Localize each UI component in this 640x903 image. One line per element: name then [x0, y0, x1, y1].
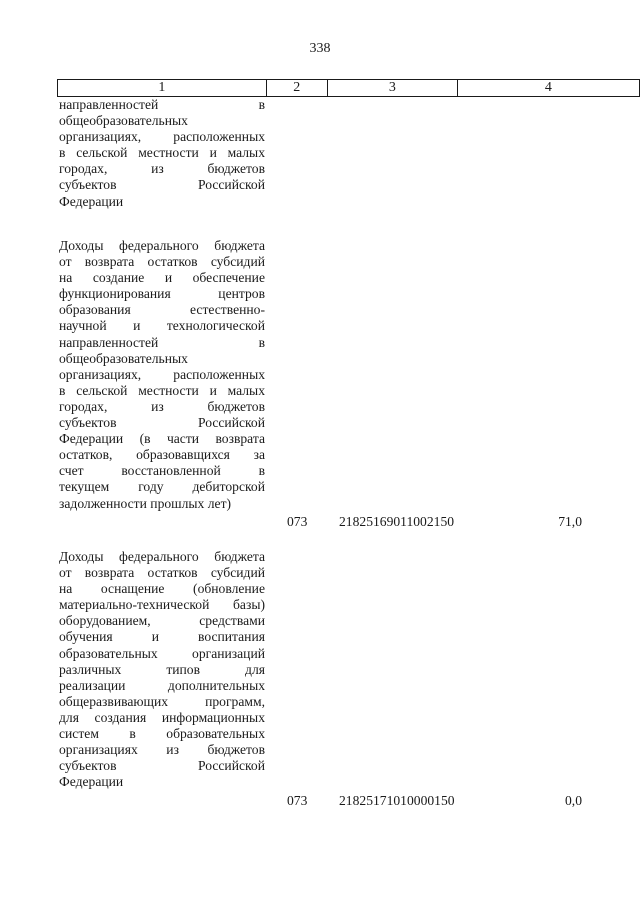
- description-line: для создания информационных: [59, 709, 265, 725]
- row-code: 073: [287, 514, 308, 529]
- description-line: Федерации: [59, 193, 124, 209]
- description-line: Доходы федерального бюджета: [59, 238, 265, 253]
- description-line: городах, из бюджетов: [59, 398, 265, 414]
- description-line: субъектов Российской: [59, 415, 265, 431]
- description-line: Федерации (в части возврата: [59, 431, 265, 447]
- description-line: от возврата остатков субсидий: [59, 254, 265, 270]
- description-line: субъектов Российской: [59, 758, 265, 774]
- description-line: от возврата остатков субсидий: [59, 565, 265, 581]
- description-line: текущем году дебиторской: [59, 479, 265, 495]
- row-description: [59, 549, 265, 790]
- column-header-table: [57, 79, 640, 97]
- description-line: реализации дополнительных: [59, 677, 265, 693]
- description-line: общеразвивающих программ,: [59, 693, 265, 709]
- description-line: функционирования центров: [59, 286, 265, 302]
- column-header-1: 1: [58, 80, 267, 97]
- description-line: направленностей в: [59, 97, 265, 112]
- row-code: 073: [287, 793, 308, 808]
- description-line: остатков, образовавщихся за: [59, 447, 265, 463]
- description-line: в сельской местности и малых: [59, 145, 265, 161]
- row-kbk: 21825169011002150: [339, 514, 455, 529]
- description-line: городах, из бюджетов: [59, 161, 265, 177]
- row-amount: 71,0: [558, 514, 582, 529]
- column-header-3: 3: [327, 80, 457, 97]
- row-kbk: 21825171010000150: [339, 793, 455, 808]
- description-line: на создание и обеспечение: [59, 270, 265, 286]
- description-line: систем в образовательных: [59, 726, 265, 742]
- description-line: организациях, расположенных: [59, 366, 265, 382]
- description-line: организациях, расположенных: [59, 129, 265, 145]
- description-line: субъектов Российской: [59, 177, 265, 193]
- description-line: направленностей в: [59, 334, 265, 350]
- description-line: общеобразовательных: [59, 350, 188, 366]
- description-line: научной и технологической: [59, 318, 265, 334]
- description-line: Доходы федерального бюджета: [59, 549, 265, 564]
- description-line: общеобразовательных: [59, 113, 188, 129]
- column-header-row: [58, 80, 640, 97]
- description-line: организациях из бюджетов: [59, 742, 265, 758]
- description-line: Федерации: [59, 774, 124, 790]
- description-line: материально-технической базы): [59, 597, 265, 613]
- description-line: оборудованием, средствами: [59, 613, 265, 629]
- column-header-4: 4: [457, 80, 639, 97]
- row-description: [59, 97, 265, 210]
- row-amount: 0,0: [565, 793, 582, 808]
- description-line: образования естественно-: [59, 302, 265, 318]
- description-line: обучения и воспитания: [59, 629, 265, 645]
- description-line: различных типов для: [59, 661, 265, 677]
- description-line: образовательных организаций: [59, 645, 265, 661]
- row-description: [59, 238, 265, 512]
- description-line: счет восстановленной в: [59, 463, 265, 479]
- description-line: задолженности прошлых лет): [59, 495, 232, 511]
- column-header-2: 2: [266, 80, 327, 97]
- page-number: 338: [309, 41, 331, 56]
- description-line: на оснащение (обновление: [59, 581, 265, 597]
- description-line: в сельской местности и малых: [59, 382, 265, 398]
